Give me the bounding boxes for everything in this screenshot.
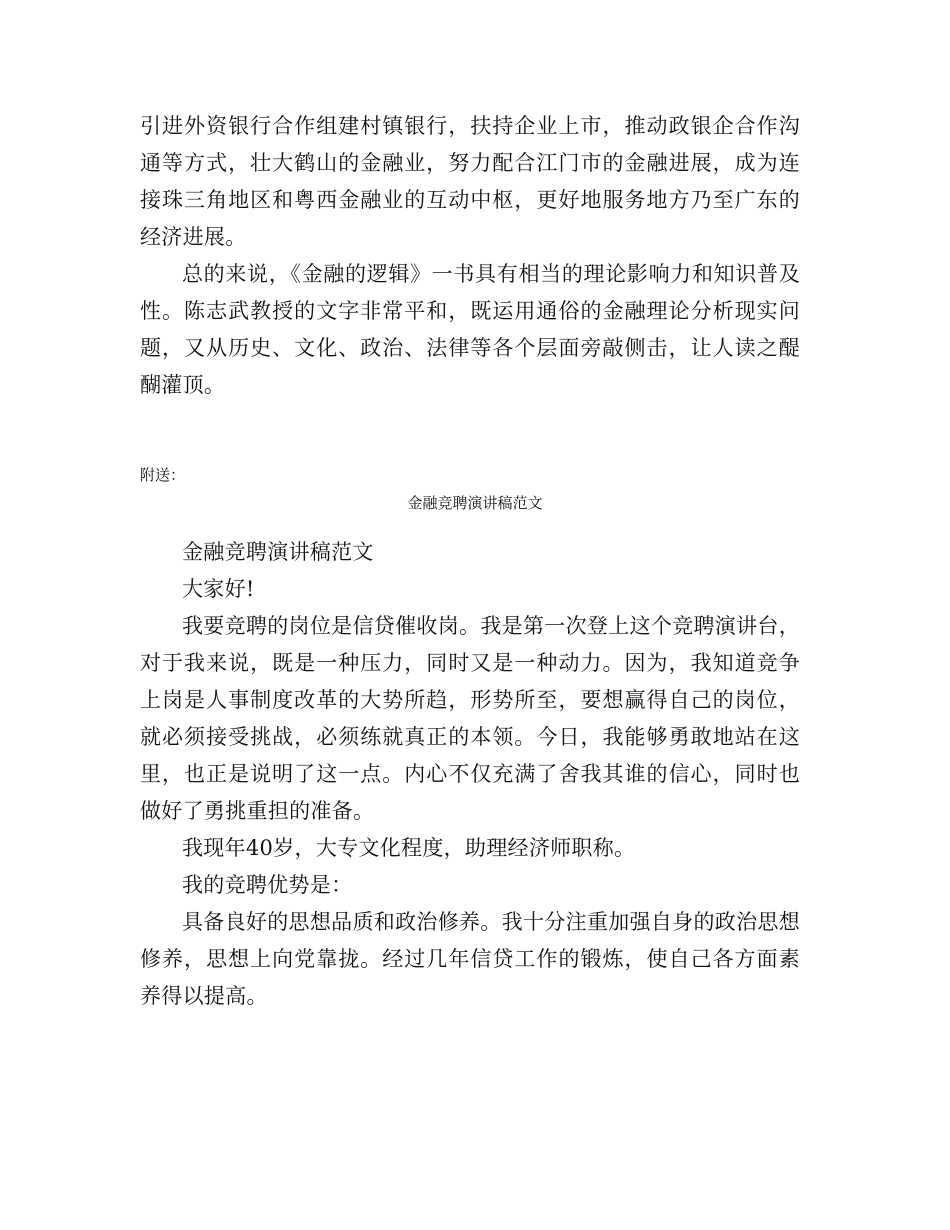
paragraph: 我现年40岁，大专文化程度，助理经济师职称。	[182, 836, 636, 860]
body-text-section-1	[140, 108, 800, 404]
greeting: 大家好!	[182, 577, 255, 601]
appendix-title: 金融竞聘演讲稿范文	[407, 494, 543, 512]
paragraph: 我的竞聘优势是：	[182, 873, 353, 897]
paragraph: 具备良好的思想品质和政治修养。我十分注重加强自身的政治思想修养，思想上向党靠拢。经过几年信贷工作的锻炼，使自己各方面素养得以提高。	[140, 910, 800, 1008]
appendix-label: 附送：	[140, 466, 186, 484]
speech-heading: 金融竞聘演讲稿范文	[182, 540, 374, 564]
paragraph: 我要竞聘的岗位是信贷催收岗。我是第一次登上这个竞聘演讲台，对于我来说，既是一种压力，同时又是一种动力。因为，我知道竞争上岗是人事制度改革的大势所趋，形势所至，要想赢得自己的岗位，就必须接受挑战，必须练就真正的本领。今日，我能够勇敢地站在这里，也正是说明了这一点。内心不仅充满了舍我其谁的信心，同时也做好了勇挑重担的准备。	[140, 614, 800, 823]
body-text-section-2	[140, 534, 800, 1015]
paragraph: 总的来说，《金融的逻辑》一书具有相当的理论影响力和知识普及性。陈志武教授的文字非常平和，既运用通俗的金融理论分析现实问题，又从历史、文化、政治、法律等各个层面旁敲侧击，让人读之醍醐灌顶。	[140, 262, 800, 397]
paragraph: 引进外资银行合作组建村镇银行，扶持企业上市，推动政银企合作沟通等方式，壮大鹤山的金融业，努力配合江门市的金融进展，成为连接珠三角地区和粤西金融业的互动中枢，更好地服务地方乃至广东的经济进展。	[140, 114, 800, 249]
